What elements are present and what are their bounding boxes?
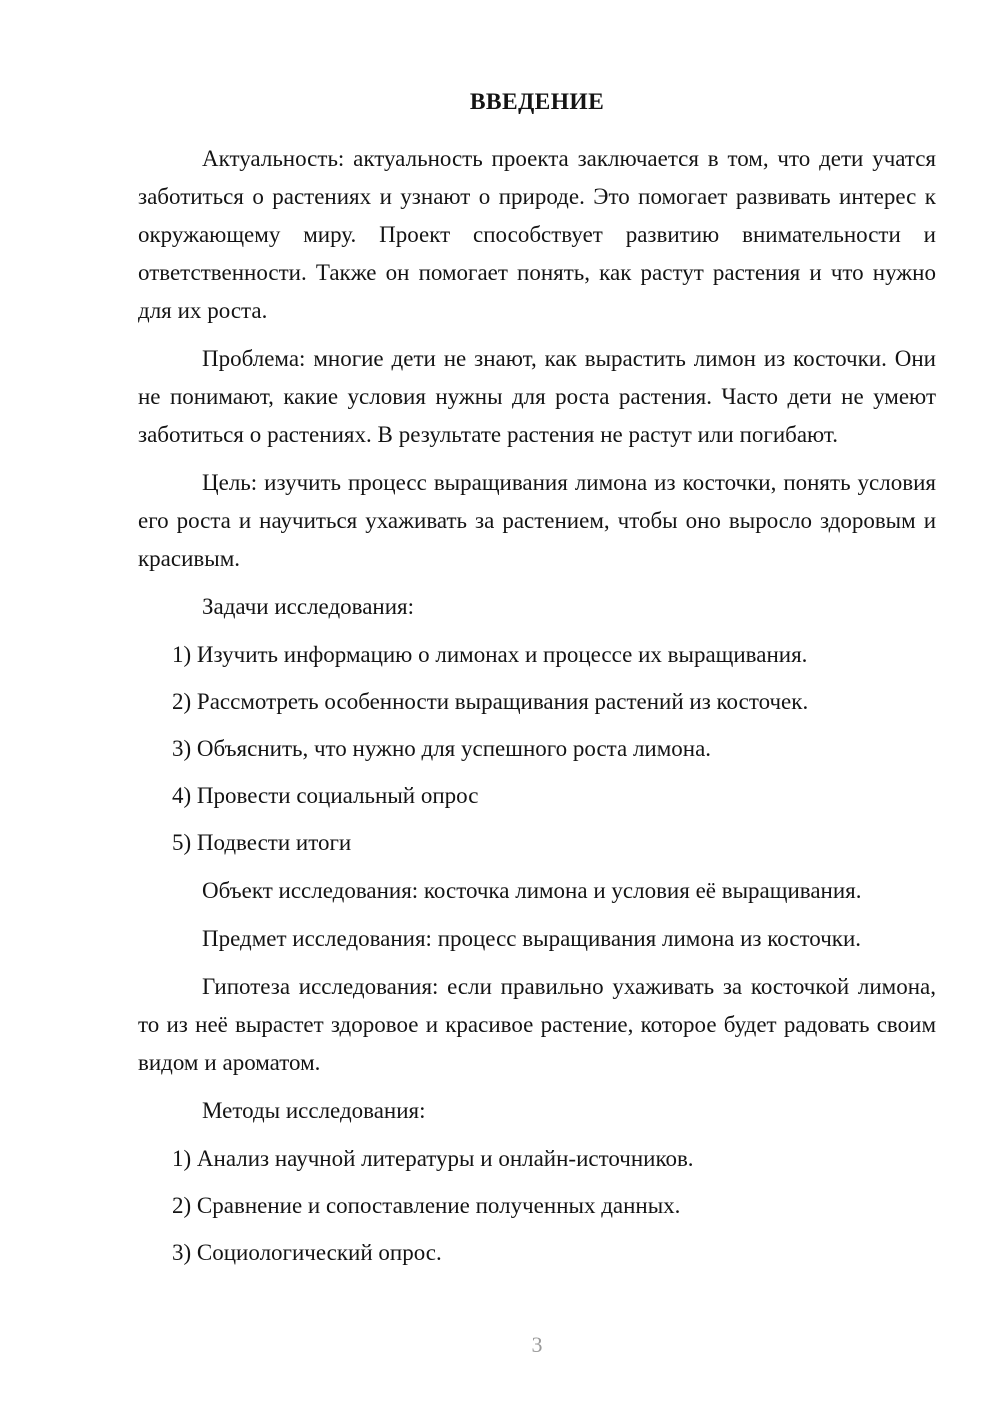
list-item: 2) Рассмотреть особенности выращивания растений из косточек.: [172, 689, 809, 715]
paragraph-relevance: Актуальность: актуальность проекта заключается в том, что дети учатся заботиться о растениях и узнают о природе. Это помогает развивать интерес к окружающему миру. Проект способствует развитию внимательности и ответственности. Также он помогает понять, как растут растения и что нужно для их роста.: [138, 146, 936, 324]
methods-list: [138, 1140, 936, 1272]
objectives-list: [138, 636, 936, 862]
list-item: 2) Сравнение и сопоставление полученных данных.: [172, 1193, 681, 1219]
paragraph-hypothesis: Гипотеза исследования: если правильно ухаживать за косточкой лимона, то из неё вырастет здоровое и красивое растение, которое будет радовать своим видом и ароматом.: [138, 974, 936, 1076]
list-item: 4) Провести социальный опрос: [172, 783, 479, 809]
page-title: ВВЕДЕНИЕ: [469, 89, 605, 115]
heading-methods: Методы исследования:: [202, 1098, 426, 1124]
page-number-value: 3: [531, 1332, 543, 1357]
paragraph-problem: Проблема: многие дети не знают, как вырастить лимон из косточки. Они не понимают, какие условия нужны для роста растения. Часто дети не умеют заботиться о растениях. В результате растения не растут или погибают.: [138, 346, 936, 448]
heading-objectives: Задачи исследования:: [202, 594, 415, 620]
document-body: [138, 88, 936, 1282]
list-item: 3) Социологический опрос.: [172, 1240, 442, 1266]
paragraph-goal: Цель: изучить процесс выращивания лимона из косточки, понять условия его роста и научиться ухаживать за растением, чтобы оно выросло здоровым и красивым.: [138, 470, 936, 572]
list-item: 3) Объяснить, что нужно для успешного роста лимона.: [172, 736, 712, 762]
page-number: [0, 1332, 1000, 1358]
paragraph-subject-of-study: Предмет исследования: процесс выращивания лимона из косточки.: [202, 926, 862, 952]
list-item: 1) Анализ научной литературы и онлайн-источников.: [172, 1146, 694, 1172]
list-item: 5) Подвести итоги: [172, 830, 352, 856]
list-item: 1) Изучить информацию о лимонах и процессе их выращивания.: [172, 642, 808, 668]
paragraph-object-of-study: Объект исследования: косточка лимона и условия её выращивания.: [202, 878, 862, 904]
